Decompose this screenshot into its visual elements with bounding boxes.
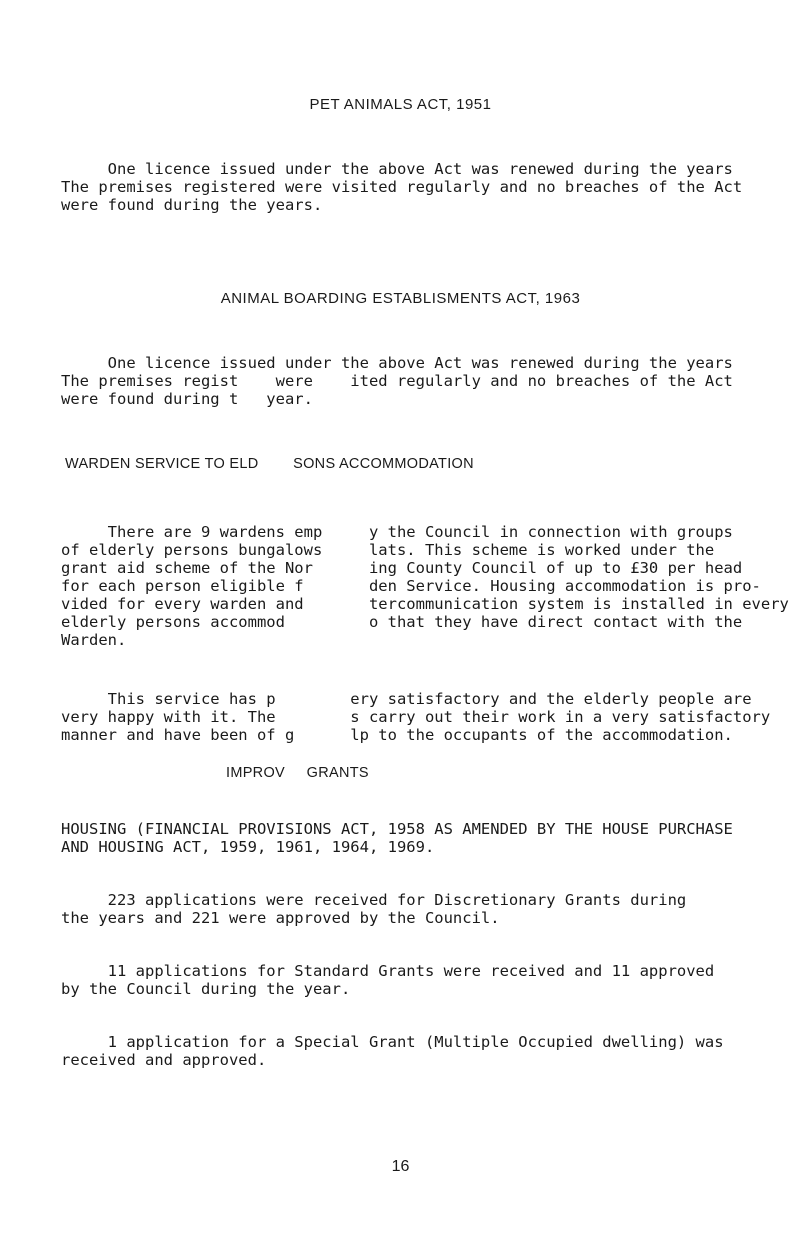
warden-para1-line-6: elderly persons accommod o that they have direct contact with the [61, 613, 743, 631]
special-grant-line-1: 1 application for a Special Grant (Multiple Occupied dwelling) was [61, 1033, 724, 1051]
animal-boarding-heading: ANIMAL BOARDING ESTABLISMENTS ACT, 1963 [220, 290, 581, 307]
animal-boarding-line-3: were found during t year. [61, 390, 313, 408]
warden-para2-line-2: very happy with it. The s carry out their work in a very satisfactory [61, 708, 771, 726]
warden-service-heading: WARDEN SERVICE TO ELD SONS ACCOMMODATION [65, 456, 474, 472]
pet-animals-line-2: The premises registered were visited regularly and no breaches of the Act [61, 178, 743, 196]
housing-act-line-1: HOUSING (FINANCIAL PROVISIONS ACT, 1958 AS AMENDED BY THE HOUSE PURCHASE [61, 820, 733, 838]
animal-boarding-line-1: One licence issued under the above Act was renewed during the years [61, 354, 733, 372]
warden-para2-line-3: manner and have been of g lp to the occupants of the accommodation. [61, 726, 733, 744]
discretionary-grants-line-2: the years and 221 were approved by the Council. [61, 909, 500, 927]
pet-animals-line-1: One licence issued under the above Act was renewed during the years [61, 160, 733, 178]
discretionary-grants-line-1: 223 applications were received for Discretionary Grants during [61, 891, 687, 909]
warden-para2-line-1: This service has p ery satisfactory and the elderly people are [61, 690, 752, 708]
standard-grants-line-2: by the Council during the year. [61, 980, 351, 998]
animal-boarding-line-2: The premises regist were ited regularly and no breaches of the Act [61, 372, 733, 390]
pet-animals-line-3: were found during the years. [61, 196, 323, 214]
warden-para1-line-1: There are 9 wardens emp y the Council in connection with groups [61, 523, 733, 541]
page-number: 16 [391, 1158, 410, 1175]
housing-act-line-2: AND HOUSING ACT, 1959, 1961, 1964, 1969. [61, 838, 435, 856]
warden-para1-line-4: for each person eligible f den Service. Housing accommodation is pro- [61, 577, 761, 595]
warden-para1-line-5: vided for every warden and tercommunication system is installed in every [61, 595, 789, 613]
warden-para1-line-7: Warden. [61, 631, 127, 649]
special-grant-line-2: received and approved. [61, 1051, 267, 1069]
improvement-grants-heading: IMPROV GRANTS [226, 765, 369, 781]
pet-animals-heading: PET ANIMALS ACT, 1951 [309, 96, 492, 113]
warden-para1-line-3: grant aid scheme of the Nor ing County Council of up to £30 per head [61, 559, 743, 577]
standard-grants-line-1: 11 applications for Standard Grants were received and 11 approved [61, 962, 715, 980]
warden-para1-line-2: of elderly persons bungalows lats. This scheme is worked under the [61, 541, 715, 559]
